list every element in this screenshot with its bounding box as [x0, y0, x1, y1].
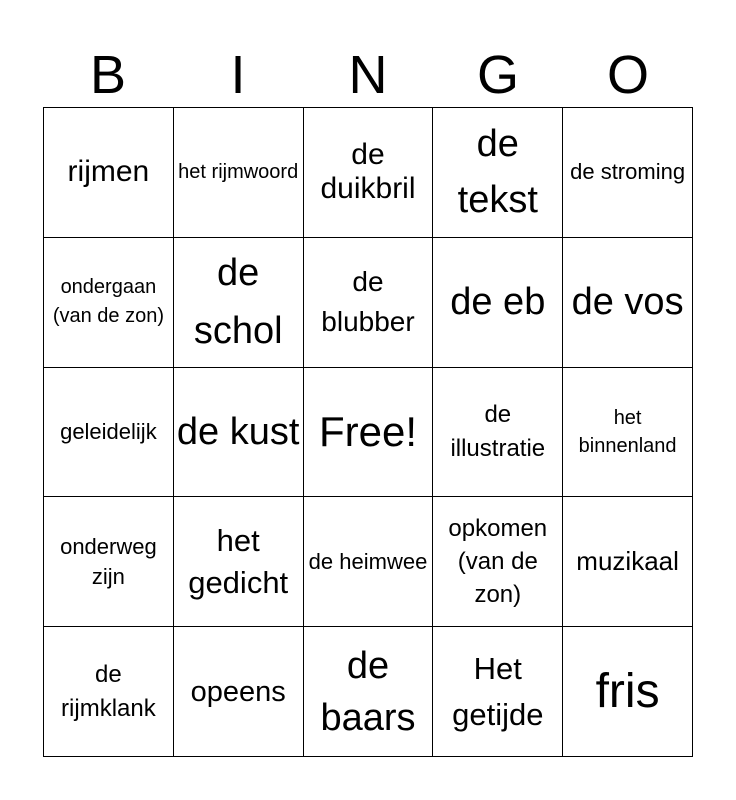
header-letter-b: B [89, 45, 127, 105]
bingo-cell-r3-c1[interactable] [44, 368, 174, 498]
bingo-cell-r1-c5[interactable] [563, 108, 693, 238]
cell-text: de kust [176, 410, 300, 453]
header-letter-g: G [476, 45, 519, 105]
bingo-cell-r5-c4[interactable] [433, 627, 563, 757]
bingo-cell-r4-c1[interactable] [44, 497, 174, 627]
cell-text: Het getijde [452, 650, 544, 732]
cell-text: de tekst [457, 123, 538, 222]
bingo-cell-r1-c2[interactable] [174, 108, 304, 238]
cell-text: opkomen (van de zon) [448, 515, 548, 609]
header-letter-i: I [230, 45, 246, 105]
bingo-cell-r2-c4[interactable] [433, 238, 563, 368]
bingo-cell-r3-c3[interactable] [304, 368, 434, 498]
bingo-cell-r2-c5[interactable] [563, 238, 693, 368]
bingo-cell-r3-c4[interactable] [433, 368, 563, 498]
bingo-cell-r5-c1[interactable] [44, 627, 174, 757]
bingo-cell-r1-c3[interactable] [304, 108, 434, 238]
bingo-cell-r2-c2[interactable] [174, 238, 304, 368]
cell-text: opeens [190, 675, 286, 708]
bingo-cell-r5-c3[interactable] [304, 627, 434, 757]
cell-text: de eb [450, 281, 546, 324]
header-letter-o: O [606, 45, 649, 105]
bingo-cell-r5-c2[interactable] [174, 627, 304, 757]
bingo-card-grid [43, 107, 693, 757]
cell-text: de rijmklank [61, 660, 156, 722]
bingo-cell-r4-c2[interactable] [174, 497, 304, 627]
cell-text: de duikbril [320, 138, 416, 206]
bingo-cell-r3-c2[interactable] [174, 368, 304, 498]
cell-text: muzikaal [576, 546, 679, 577]
bingo-cell-r4-c3[interactable] [304, 497, 434, 627]
bingo-cell-r1-c4[interactable] [433, 108, 563, 238]
cell-text: de vos [571, 281, 684, 324]
cell-text: geleidelijk [60, 419, 157, 445]
cell-text: het rijmwoord [178, 161, 299, 184]
bingo-cell-r4-c5[interactable] [563, 497, 693, 627]
cell-text: de schol [193, 252, 283, 353]
cell-text: het gedicht [188, 522, 289, 600]
bingo-cell-r5-c5[interactable] [563, 627, 693, 757]
cell-text: de blubber [321, 266, 415, 338]
header-letter-n: N [348, 45, 388, 105]
cell-text: de illustratie [450, 400, 546, 462]
bingo-header [43, 44, 693, 106]
bingo-cell-r2-c1[interactable] [44, 238, 174, 368]
cell-text: fris [595, 664, 660, 718]
cell-text: onderweg zijn [60, 533, 157, 589]
cell-text: rijmen [67, 155, 150, 189]
cell-text: het binnenland [578, 406, 677, 457]
bingo-cell-r3-c5[interactable] [563, 368, 693, 498]
free-space: Free! [318, 407, 417, 455]
bingo-cell-r2-c3[interactable] [304, 238, 434, 368]
cell-text: de stroming [570, 159, 686, 185]
cell-text: de heimwee [308, 548, 428, 574]
cell-text: ondergaan (van de zon) [52, 276, 164, 328]
bingo-cell-r1-c1[interactable] [44, 108, 174, 238]
cell-text: de baars [320, 644, 416, 739]
bingo-cell-r4-c4[interactable] [433, 497, 563, 627]
